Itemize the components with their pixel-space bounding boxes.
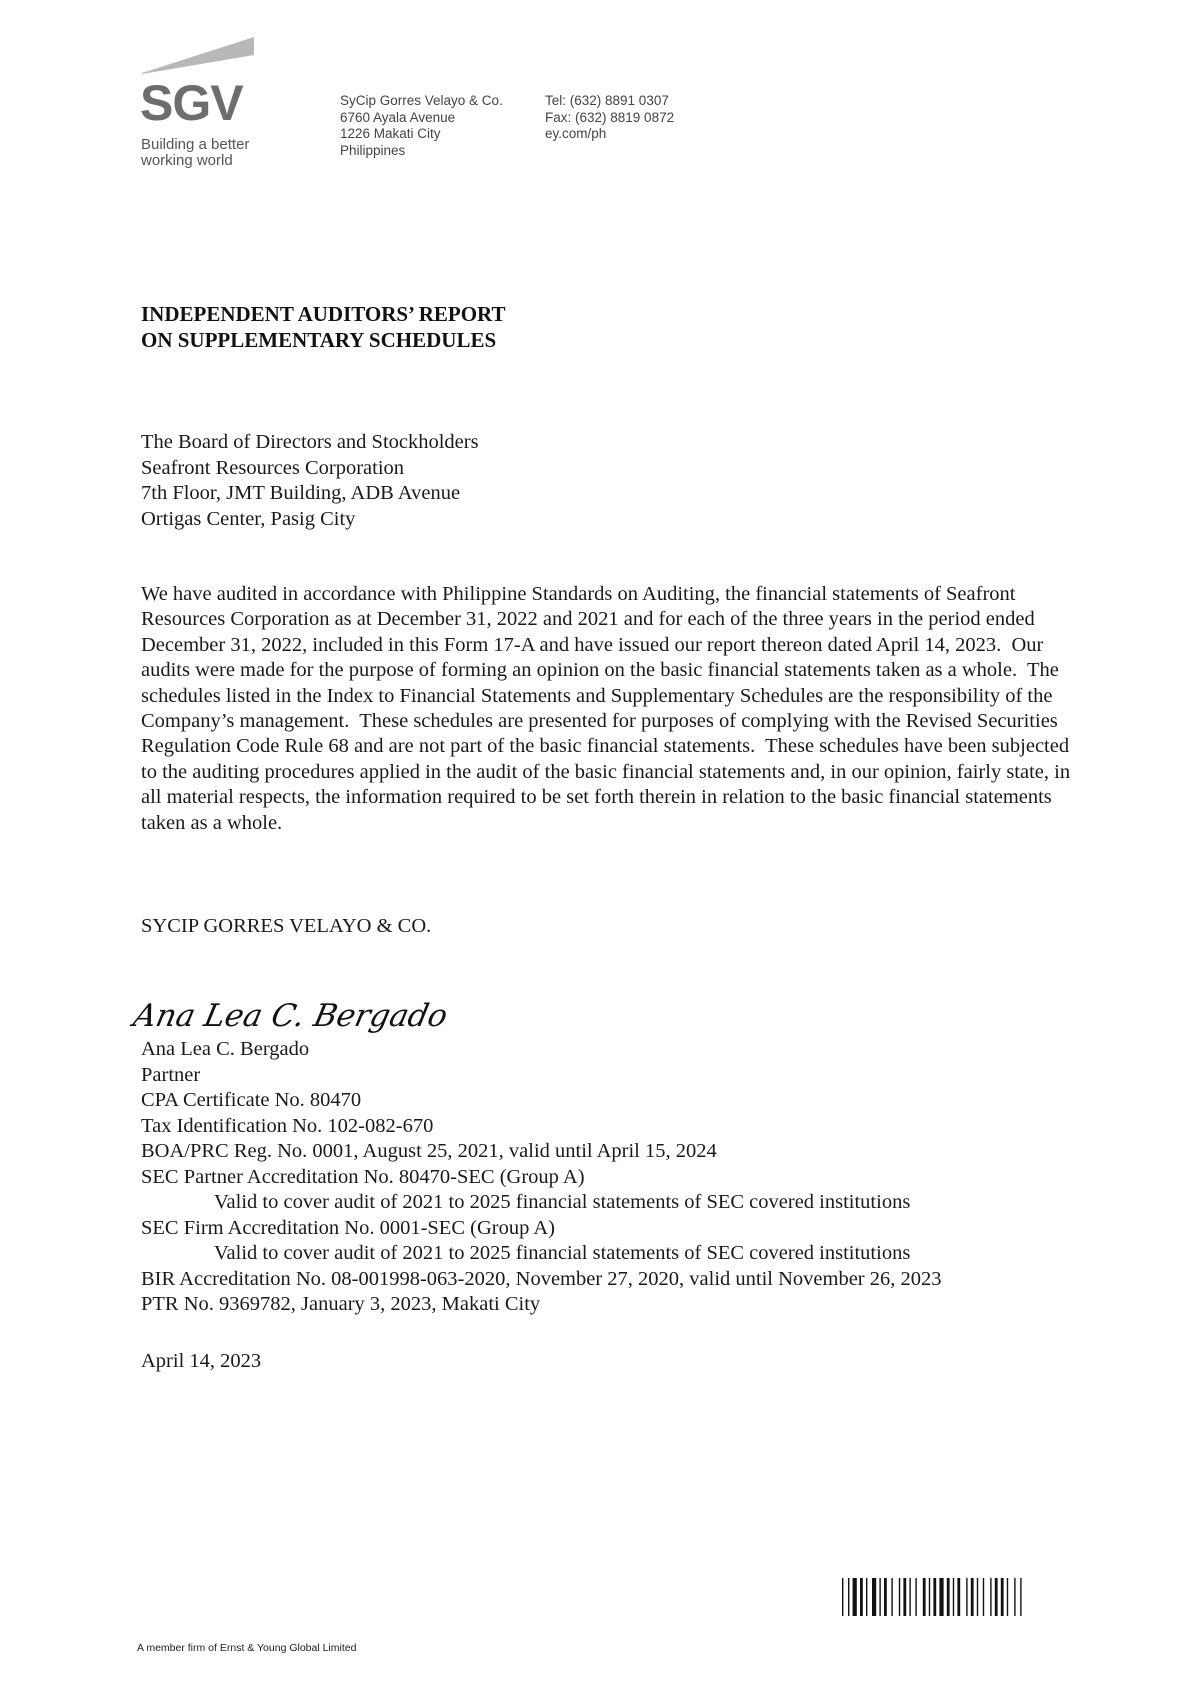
barcode-bar <box>933 1578 936 1616</box>
signature-text: Ana Lea C. Bergado <box>130 998 451 1034</box>
addressee-line: The Board of Directors and Stockholders <box>141 431 479 453</box>
cpa-certificate: CPA Certificate No. 80470 <box>141 1089 362 1111</box>
barcode-bar <box>990 1578 991 1616</box>
barcode-bar <box>1007 1578 1008 1616</box>
barcode-bar <box>903 1578 906 1616</box>
report-date: April 14, 2023 <box>141 1350 262 1372</box>
barcode-bar <box>853 1578 857 1616</box>
sgv-beam-logo-icon <box>142 37 254 77</box>
tagline-line: working world <box>141 152 233 169</box>
barcode-bar <box>977 1578 978 1616</box>
barcode-bar <box>1001 1578 1004 1616</box>
sec-firm-validity: Valid to cover audit of 2021 to 2025 financial statements of SEC covered institutions <box>214 1242 911 1264</box>
barcode-bar <box>995 1578 998 1616</box>
addressee-block <box>141 430 479 532</box>
barcode-bar <box>884 1578 887 1616</box>
barcode-bar <box>872 1578 876 1616</box>
barcode-bar <box>953 1578 954 1616</box>
barcode-icon <box>842 1578 1082 1616</box>
report-title <box>141 301 506 353</box>
barcode-bar <box>971 1578 974 1616</box>
contact-website: ey.com/ph <box>545 126 607 141</box>
barcode-bar <box>909 1578 910 1616</box>
sec-partner-validity: Valid to cover audit of 2021 to 2025 financial statements of SEC covered institutions <box>214 1191 911 1213</box>
firm-address-line: Philippines <box>340 142 406 158</box>
barcode-bar <box>966 1578 967 1616</box>
report-title-line: INDEPENDENT AUDITORS’ REPORT <box>141 302 506 326</box>
barcode-bar <box>939 1578 943 1616</box>
partner-name: Ana Lea C. Bergado <box>141 1038 310 1060</box>
barcode-bar <box>957 1578 960 1616</box>
contact-phone: Tel: (632) 8891 0307 <box>545 93 669 108</box>
firm-address-line: 6760 Ayala Avenue <box>340 109 456 125</box>
partner-title: Partner <box>141 1063 201 1086</box>
logo-tagline <box>141 137 249 169</box>
tagline-line: Building a better <box>141 136 250 153</box>
footer-note: A member firm of Ernst & Young Global Limited <box>137 1642 357 1654</box>
logo-wordmark: SGV <box>140 75 243 131</box>
sec-firm-accreditation: SEC Firm Accreditation No. 0001-SEC (Group A) <box>141 1216 555 1239</box>
barcode-bar <box>891 1578 892 1616</box>
bir-accreditation: BIR Accreditation No. 08-001998-063-2020, November 27, 2020, valid until November 26, 2023 <box>141 1267 942 1290</box>
barcode-bar <box>915 1578 916 1616</box>
signing-firm-name: SYCIP GORRES VELAYO & CO. <box>141 915 432 937</box>
addressee-line: Seafront Resources Corporation <box>141 456 405 479</box>
barcode-bar <box>866 1578 867 1616</box>
firm-contact-block <box>545 93 674 143</box>
signature-image <box>130 988 451 1040</box>
barcode-bar <box>1020 1578 1021 1616</box>
ptr-number: PTR No. 9369782, January 3, 2023, Makati City <box>141 1293 541 1315</box>
barcode-bar <box>899 1578 900 1616</box>
tax-identification: Tax Identification No. 102-082-670 <box>141 1114 434 1137</box>
barcode-bar <box>879 1578 880 1616</box>
addressee-line: Ortigas Center, Pasig City <box>141 507 356 530</box>
sec-partner-accreditation: SEC Partner Accreditation No. 80470-SEC (Group A) <box>141 1165 585 1188</box>
barcode-bar <box>860 1578 863 1616</box>
firm-address-block <box>340 93 503 159</box>
report-title-line: ON SUPPLEMENTARY SCHEDULES <box>141 328 497 352</box>
contact-fax: Fax: (632) 8819 0872 <box>545 109 675 125</box>
report-body-paragraph: We have audited in accordance with Philippine Standards on Auditing, the financial statements of Seafront Resources Corporation as at December 31, 2022 and 2021 and for each of the three years in the period ended December 31, 2022, included in this Form 17-A and have issued our report thereon dated April 14, 2023. Our audits were made for the purpose of forming an opinion on the basic financial statements taken as a whole. The schedules listed in the Index to Financial Statements and Supplementary Schedules are the responsibility of the Company’s management. These schedules are presented for purposes of complying with the Revised Securities Regulation Code Rule 68 and are not part of the basic financial statements. These schedules have been subjected to the auditing procedures applied in the audit of the basic financial statements and, in our opinion, fairly state, in all material respects, the information required to be set forth therein in relation to the basic financial statements taken as a whole. <box>141 583 1076 834</box>
barcode-bar <box>947 1578 950 1616</box>
firm-address-line: 1226 Makati City <box>340 126 441 141</box>
barcode-bar <box>848 1578 849 1616</box>
firm-address-line: SyCip Gorres Velayo & Co. <box>340 93 503 108</box>
barcode-bar <box>929 1578 930 1616</box>
barcode-bar <box>983 1578 984 1616</box>
addressee-line: 7th Floor, JMT Building, ADB Avenue <box>141 482 461 504</box>
barcode-bar <box>923 1578 926 1616</box>
partner-credentials <box>141 1037 942 1318</box>
barcode-bar <box>1014 1578 1015 1616</box>
boa-prc-registration: BOA/PRC Reg. No. 0001, August 25, 2021, valid until April 15, 2024 <box>141 1140 717 1162</box>
barcode-bar <box>842 1578 843 1616</box>
